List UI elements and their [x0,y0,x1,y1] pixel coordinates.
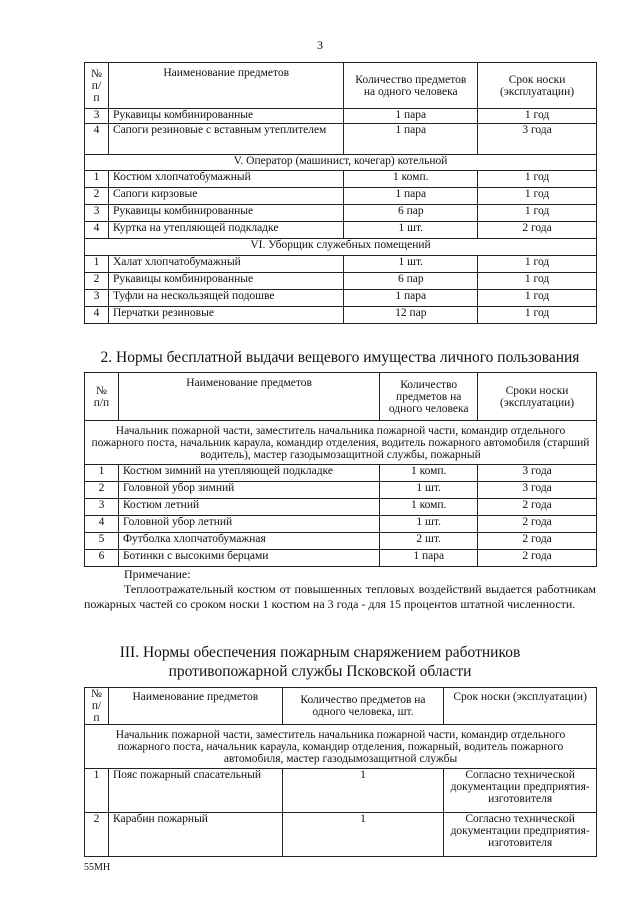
row-qty: 12 пар [344,307,478,324]
row-num: 1 [85,769,109,813]
row-num: 3 [85,290,109,307]
row-name: Сапоги резиновые с вставным утеплителем [108,124,343,155]
row-name: Туфли на нескользящей подошве [108,290,343,307]
row-term: Согласно технической документации предприятия-изготовителя [444,769,597,813]
row-num: 1 [85,171,109,188]
section-heading-2: 2. Нормы бесплатной выдачи вещевого имущества личного пользования [100,349,580,366]
row-name: Рукавицы комбинированные [108,205,343,222]
table-header-row [85,688,597,725]
table-row [85,124,597,155]
row-num: 4 [85,516,119,533]
row-qty: 1 пара [344,109,478,124]
col-header-num: № п/п [85,373,119,421]
table-row [85,769,597,813]
row-num: 4 [85,222,109,239]
row-name: Перчатки резиновые [108,307,343,324]
clothing-norms-table-continued [84,62,597,324]
row-qty: 1 пара [380,550,478,567]
col-header-num: № п/п [85,688,109,725]
col-header-num: № п/п [85,63,109,109]
row-qty: 1 пара [344,188,478,205]
group-row [85,421,597,465]
row-term: 2 года [478,222,597,239]
row-term: 2 года [478,516,597,533]
table-row [85,516,597,533]
row-qty: 1 шт. [380,482,478,499]
table-row [85,813,597,857]
page-number: 3 [317,38,323,52]
row-num: 3 [85,205,109,222]
table-row [85,109,597,124]
row-name: Рукавицы комбинированные [108,273,343,290]
col-header-name: Наименование предметов [108,63,343,109]
row-name: Футболка хлопчатобумажная [118,533,379,550]
row-name: Ботинки с высокими берцами [118,550,379,567]
table-row [85,222,597,239]
row-qty: 1 пара [344,290,478,307]
row-qty: 1 шт. [344,222,478,239]
row-name: Костюм зимний на утепляющей подкладке [118,465,379,482]
row-term: 3 года [478,124,597,155]
table-row [85,465,597,482]
row-term: 3 года [478,482,597,499]
row-qty: 1 [282,813,444,857]
row-num: 6 [85,550,119,567]
table-row [85,273,597,290]
row-term: 1 год [478,205,597,222]
row-qty: 1 шт. [344,256,478,273]
table-row [85,188,597,205]
row-qty: 2 шт. [380,533,478,550]
row-num: 3 [85,109,109,124]
fire-equipment-norms-table [84,687,597,857]
col-header-qty: Количество предметов на одного человека [344,63,478,109]
row-name: Карабин пожарный [108,813,282,857]
row-qty: 6 пар [344,273,478,290]
note-text: Теплоотражательный костюм от повышенных тепловых воздействий выдается работникам пожарных частей со сроком носки 1 костюм на 3 года - для 15 процентов штатной численности. [84,582,596,611]
row-name: Костюм летний [118,499,379,516]
section-row [85,239,597,256]
row-num: 2 [85,273,109,290]
row-term: 1 год [478,188,597,205]
row-term: 1 год [478,256,597,273]
row-name: Рукавицы комбинированные [108,109,343,124]
heading-line-2: противопожарной службы Псковской области [168,663,472,680]
table-row [85,307,597,324]
col-header-term: Срок носки (эксплуатации) [444,688,597,725]
col-header-term: Срок носки (эксплуатации) [478,63,597,109]
row-name: Куртка на утепляющей подкладке [108,222,343,239]
row-num: 2 [85,813,109,857]
row-term: 1 год [478,171,597,188]
row-num: 4 [85,307,109,324]
row-name: Костюм хлопчатобумажный [108,171,343,188]
row-name: Сапоги кирзовые [108,188,343,205]
table-row [85,550,597,567]
row-qty: 1 комп. [380,499,478,516]
heading-line-1: III. Нормы обеспечения пожарным снаряжением работников [119,644,521,661]
row-name: Халат хлопчатобумажный [108,256,343,273]
table-row [85,171,597,188]
section-title: VI. Уборщик служебных помещений [85,239,597,256]
row-term: 3 года [478,465,597,482]
row-term: 1 год [478,273,597,290]
row-term: 2 года [478,533,597,550]
table-row [85,499,597,516]
note-label: Примечание: [124,567,191,581]
table-row [85,205,597,222]
table-row [85,290,597,307]
row-qty: 1 комп. [344,171,478,188]
document-code: 55МН [84,862,111,873]
row-term: 1 год [478,290,597,307]
table-row [85,256,597,273]
row-name: Головной убор зимний [118,482,379,499]
table-row [85,482,597,499]
group-row [85,725,597,769]
row-name: Пояс пожарный спасательный [108,769,282,813]
table-row [85,533,597,550]
col-header-term: Сроки носки (эксплуатации) [478,373,597,421]
col-header-qty: Количество предметов на одного человека [380,373,478,421]
row-qty: 6 пар [344,205,478,222]
row-num: 5 [85,533,119,550]
row-qty: 1 пара [344,124,478,155]
row-term: 2 года [478,550,597,567]
row-name: Головной убор летний [118,516,379,533]
row-num: 4 [85,124,109,155]
row-term: Согласно технической документации предприятия-изготовителя [444,813,597,857]
col-header-name: Наименование предметов [108,688,282,725]
col-header-qty: Количество предметов на одного человека, шт. [282,688,444,725]
position-group: Начальник пожарной части, заместитель начальника пожарной части, командир отдельного пожарного поста, начальник караула, командир отделения, водитель пожарного автомобиля (старший водитель), мастер газодымозащитной службы, пожарный [85,421,597,465]
row-term: 2 года [478,499,597,516]
row-qty: 1 [282,769,444,813]
row-num: 2 [85,188,109,205]
position-group: Начальник пожарной части, заместитель начальника пожарной части, командир отдельного пожарного поста, начальник караула, командир отделения, пожарный, водитель пожарного автомобиля, мастер газодымозащитной службы [85,725,597,769]
row-num: 3 [85,499,119,516]
row-num: 1 [85,256,109,273]
row-term: 1 год [478,307,597,324]
row-num: 2 [85,482,119,499]
personal-clothing-norms-table [84,372,597,567]
row-qty: 1 комп. [380,465,478,482]
table-header-row [85,63,597,109]
row-qty: 1 шт. [380,516,478,533]
row-num: 1 [85,465,119,482]
row-term: 1 год [478,109,597,124]
section-row [85,155,597,171]
section-heading-3 [0,643,640,681]
table-header-row [85,373,597,421]
col-header-name: Наименование предметов [118,373,379,421]
section-title: V. Оператор (машинист, кочегар) котельной [85,155,597,171]
